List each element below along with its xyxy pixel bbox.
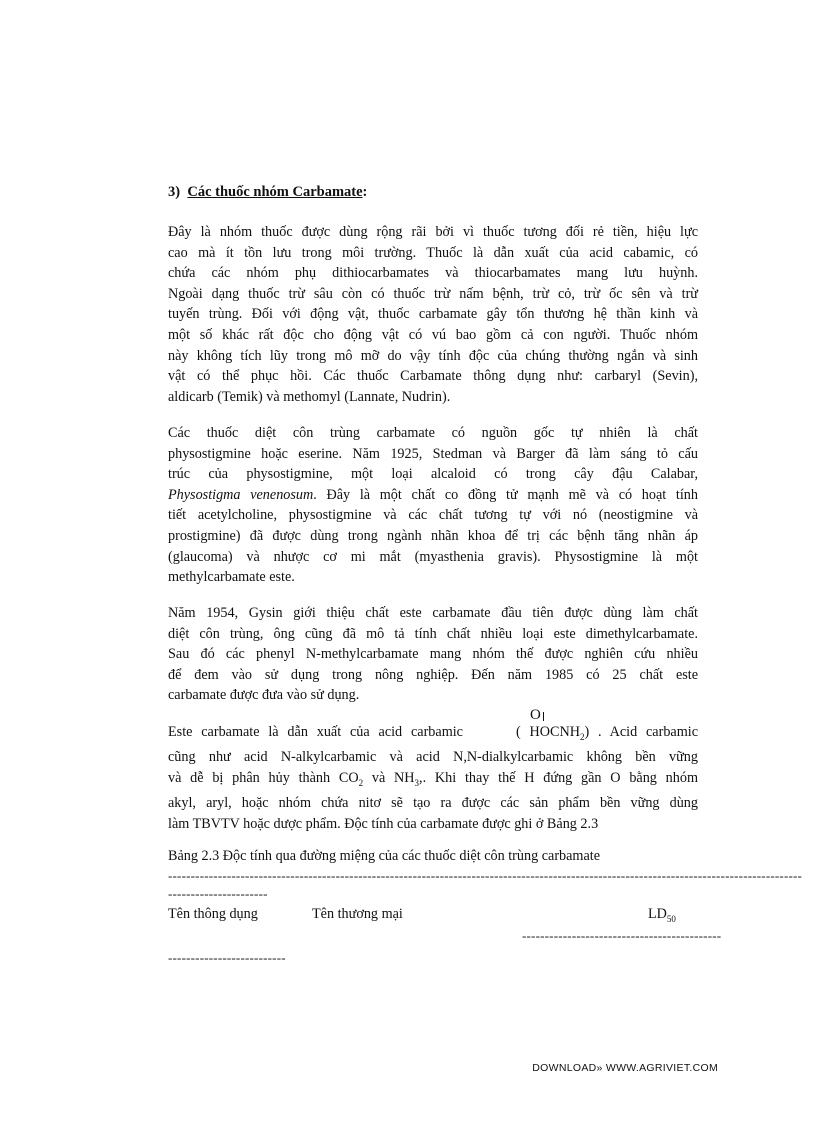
paragraph-3 (168, 603, 698, 706)
formula: ( HOCNH (515, 724, 580, 740)
text-line: để đem vào sử dụng trong nông nghiệp. Đến năm 1985 có 25 chất este (168, 666, 698, 683)
text-line: aldicarb (Temik) và methomyl (Lannate, Nudrin). (168, 388, 451, 405)
formula-subscript: 2 (579, 731, 585, 742)
table-rule: -------------------------------------------- (522, 928, 722, 943)
text-fragment: Este carbamate là dẫn xuất của acid carbamic (168, 724, 463, 740)
text-line: Đây là nhóm thuốc được dùng rộng rãi bởi vì thuốc tương đối rẻ tiền, hiệu lực (168, 224, 698, 240)
formula-subscript: 2 (358, 777, 364, 788)
text-line: diệt côn trùng, ông cũng đã mô tả tính chất nhiều loại este dimethylcarbamate. (168, 625, 698, 642)
col-header-common-name: Tên thông dụng (168, 906, 258, 922)
paragraph-4 (168, 722, 698, 835)
text-line: tuyến trùng. Đối với động vật, thuốc carbamate gây tổn thương hệ thần kinh và (168, 306, 698, 323)
table-rule: ---------------------- (168, 886, 268, 901)
text-line: làm TBVTV hoặc dược phẩm. Độc tính của carbamate được ghi ở Bảng 2.3 (168, 816, 599, 833)
text-line: methylcarbamate este. (168, 569, 295, 586)
table-rule: -------------------------------------------------------------------------------------------------------------------------------------------- (168, 868, 803, 883)
double-bond-line (543, 712, 544, 721)
text-line: Các thuốc diệt côn trùng carbamate có nguồn gốc tự nhiên là chất (168, 425, 698, 441)
text-line: cũng như acid N-alkylcarbamic và acid N,N-dialkylcarbamic không bền vững (168, 749, 698, 766)
species-name: Physostigma venenosum (168, 486, 314, 503)
text-fragment: . Đây là một chất co đồng tử mạnh mẽ và có hoạt tính (313, 486, 698, 503)
download-footer: DOWNLOAD» WWW.AGRIVIET.COM (532, 1062, 718, 1074)
ld-subscript: 50 (666, 913, 676, 924)
text-line: akyl, aryl, hoặc nhóm chứa nitơ sẽ tạo ra được các sản phẩm bền vững dùng (168, 795, 698, 812)
text-line: Ngoài dạng thuốc trừ sâu còn có thuốc trừ nấm bệnh, trừ cỏ, trừ ốc sên và trừ (168, 285, 698, 302)
col-header-ld50 (648, 906, 676, 924)
text-fragment: và NH (363, 770, 415, 787)
text-line: prostigmine) đã được dùng trong ngành nhãn khoa để trị các bệnh tăng nhãn áp (168, 527, 698, 544)
col-header-trade-name: Tên thương mại (312, 906, 403, 922)
text-line: chứa các nhóm phụ dithiocarbamates và thiocarbamates mang lưu huỳnh. (168, 265, 698, 282)
text-line (168, 722, 698, 747)
section-colon: : (362, 184, 368, 200)
formula-subscript: 3 (414, 777, 420, 788)
oxygen-symbol: O (530, 707, 541, 723)
text-line: trúc của physostigmine, một loại alcaloid có trong cây đậu Calabar, (168, 466, 698, 483)
text-fragment: ,. Khi thay thế H đứng gần O bằng nhóm (419, 770, 698, 787)
paragraph-1 (168, 222, 698, 407)
paragraph-2 (168, 423, 698, 588)
ld-label: LD (648, 906, 667, 922)
text-fragment: ) . Acid carbamic (584, 724, 698, 740)
text-line: vật có thể phục hồi. Các thuốc Carbamate thông dụng như: carbaryl (Sevin), (168, 368, 698, 385)
text-line: Sau đó các phenyl N-methylcarbamate mang nhóm thế được nghiên cứu nhiều (168, 646, 698, 663)
text-line (168, 768, 698, 793)
section-heading (168, 184, 367, 201)
text-line: physostigmine hoặc eserine. Năm 1925, Stedman và Barger đã làm sáng tỏ cấu (168, 445, 698, 462)
section-number: 3) (168, 184, 181, 200)
text-line: (glaucoma) và nhược cơ mi mắt (myasthenia gravis). Physostigmine là một (168, 548, 698, 565)
text-line: cao mà ít tồn lưu trong môi trường. Thuốc là dẫn xuất của acid cabamic, có (168, 244, 698, 261)
text-line: Năm 1954, Gysin giới thiệu chất este carbamate đầu tiên được dùng làm chất (168, 605, 698, 621)
text-line: này không tích lũy trong mô mỡ do vậy tính độc của chúng thường ngắn và sinh (168, 347, 698, 364)
text-line: tiết acetylcholine, physostigmine và các chất tương tự với nó (neostigmine và (168, 507, 698, 524)
section-title: Các thuốc nhóm Carbamate (187, 184, 363, 200)
text-line: một số khác rất độc cho động vật có vú bao gồm cả con người. Thuốc nhóm (168, 326, 698, 343)
table-rule: -------------------------- (168, 950, 286, 965)
text-fragment: và dễ bị phân hủy thành CO (168, 770, 359, 787)
table-caption: Bảng 2.3 Độc tính qua đường miệng của các thuốc diệt côn trùng carbamate (168, 848, 601, 864)
text-line (168, 485, 698, 506)
text-line: carbamate được đưa vào sử dụng. (168, 687, 360, 704)
